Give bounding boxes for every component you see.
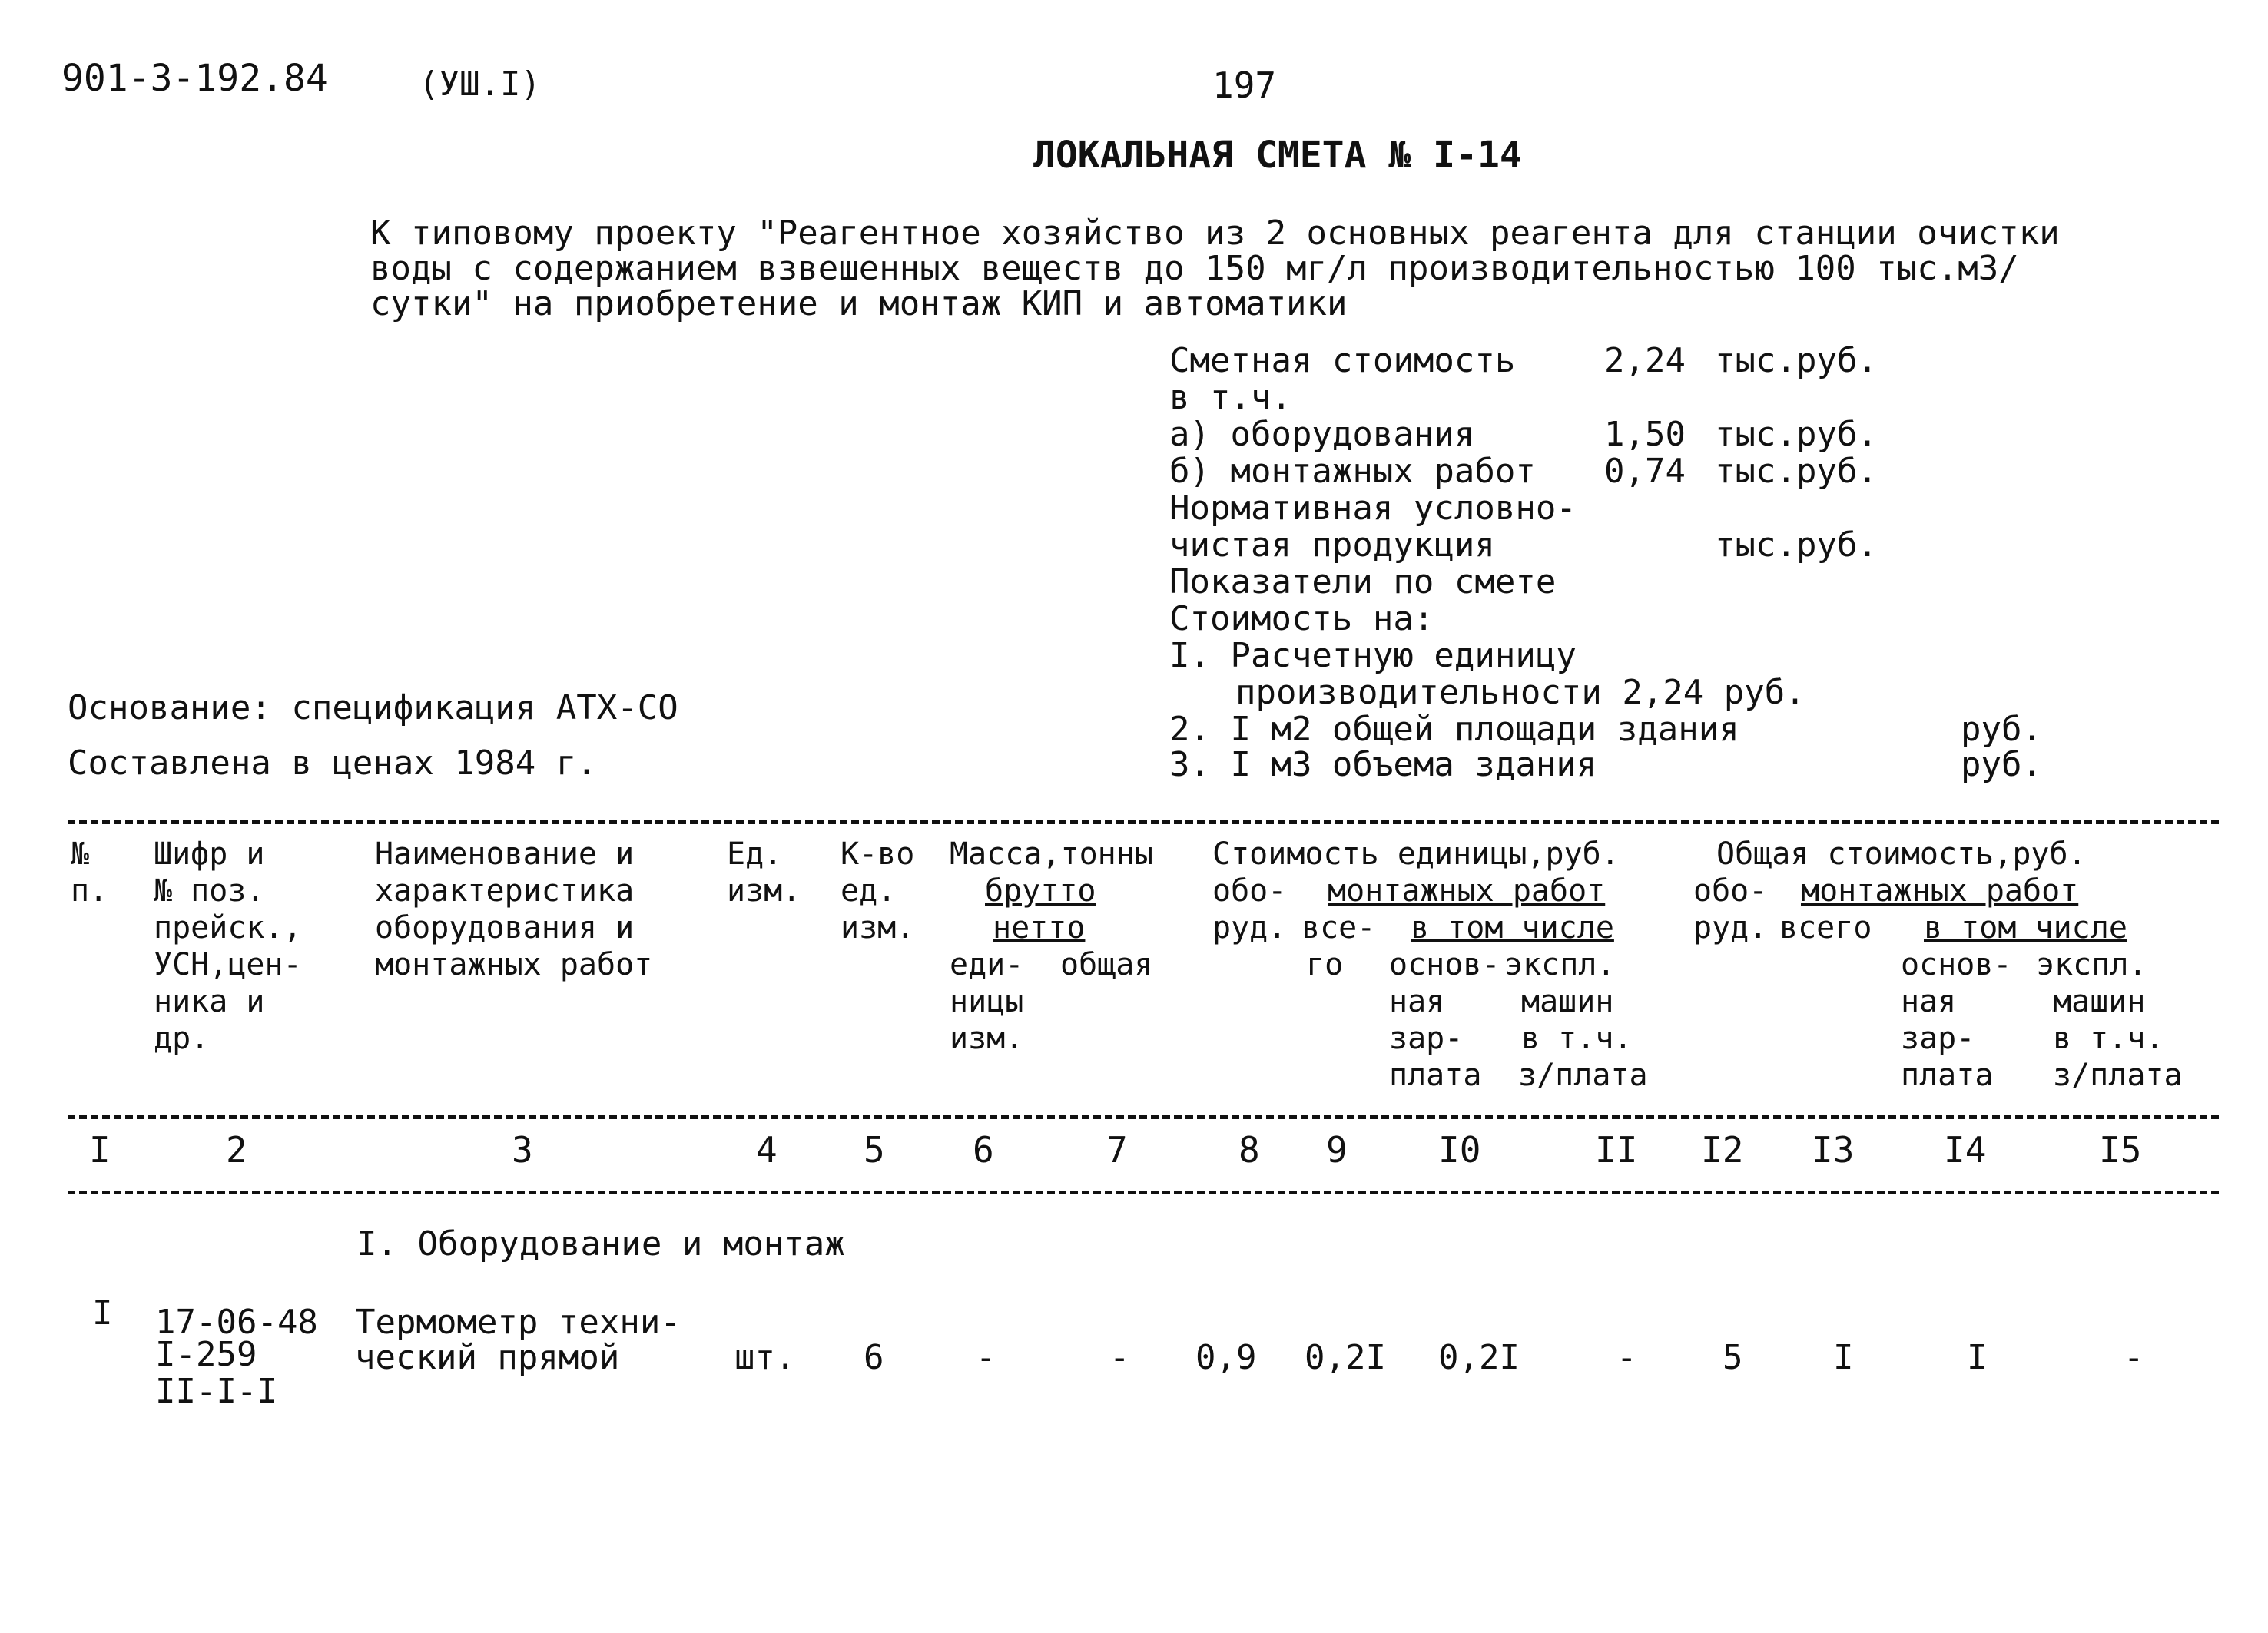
intro-line: К типовому проекту "Реагентное хозяйство из 2 основных реагента для станции очистки xyxy=(370,214,2060,253)
row-unit-install-cost: 0,2I xyxy=(1305,1338,1386,1377)
row-code: 17-06-48 xyxy=(155,1303,318,1342)
header-mass-unit: ницы xyxy=(950,984,1024,1019)
column-number: 4 xyxy=(756,1129,778,1171)
header-mass-netto: нетто xyxy=(993,910,1086,946)
column-number: 5 xyxy=(864,1129,885,1171)
header-total-all: всего xyxy=(1779,910,1872,946)
header-col-unit: Ед. xyxy=(727,836,783,872)
header-unit-base: ная xyxy=(1389,984,1445,1019)
header-unit-install: монтажных работ xyxy=(1328,873,1606,909)
cost-per-label: Стоимость на: xyxy=(1169,599,1434,638)
row-code: II-I-I xyxy=(155,1372,277,1411)
document-title: ЛОКАЛЬНАЯ СМЕТА № I-14 xyxy=(1033,134,1522,177)
row-qty: 6 xyxy=(864,1338,884,1377)
row-total-base-wage: I xyxy=(1967,1338,1988,1377)
header-total-base: основ- xyxy=(1901,947,2012,982)
header-unit-cost: Стоимость единицы,руб. xyxy=(1212,836,1620,872)
header-unit-mach: з/плата xyxy=(1518,1058,1648,1093)
indicator-item-1: I. Расчетную единицу xyxy=(1169,636,1577,675)
normative-unit: тыс.руб. xyxy=(1715,525,1878,565)
row-name: ческий прямой xyxy=(355,1338,620,1377)
header-mass-total: общая xyxy=(1060,947,1153,982)
equipment-value: 1,50 xyxy=(1604,415,1686,454)
header-col-unit: изм. xyxy=(727,873,801,909)
header-total-base: зар- xyxy=(1901,1021,1975,1056)
header-unit-equip: обо- xyxy=(1212,873,1287,909)
column-number: I3 xyxy=(1812,1129,1855,1171)
header-total-mach: машин xyxy=(2053,984,2146,1019)
row-unit-base-wage: 0,2I xyxy=(1438,1338,1520,1377)
row-unit: шт. xyxy=(734,1338,796,1377)
table-top-rule xyxy=(68,820,2219,824)
indicators-label: Показатели по смете xyxy=(1169,562,1557,601)
header-unit-base: плата xyxy=(1389,1058,1482,1093)
header-unit-base: зар- xyxy=(1389,1021,1464,1056)
row-code: I-259 xyxy=(155,1335,257,1374)
header-total-equip: обо- xyxy=(1693,873,1768,909)
normative-label: чистая продукция xyxy=(1169,525,1495,565)
header-col-name: характеристика xyxy=(375,873,635,909)
indicator-item-2-unit: руб. xyxy=(1961,710,2042,749)
intro-line: воды с содержанием взвешенных веществ до 150 мг/л производительностью 100 тыс.м3/ xyxy=(370,249,2019,288)
header-unit-incl: в том числе xyxy=(1411,910,1614,946)
header-col-name: оборудования и xyxy=(375,910,635,946)
column-number: 6 xyxy=(973,1129,994,1171)
equipment-unit: тыс.руб. xyxy=(1715,415,1878,454)
header-col-name: монтажных работ xyxy=(375,947,653,982)
row-name: Термометр техни- xyxy=(355,1303,681,1342)
normative-label: Нормативная условно- xyxy=(1169,489,1577,528)
header-unit-mach: машин xyxy=(1521,984,1614,1019)
header-mass-unit: изм. xyxy=(950,1021,1024,1056)
cost-label: Сметная стоимость xyxy=(1169,341,1516,380)
header-total-install: монтажных работ xyxy=(1801,873,2079,909)
indicator-item-1-value: производительности 2,24 руб. xyxy=(1235,673,1805,712)
header-unit-all: го xyxy=(1306,947,1344,982)
header-total-mach: в т.ч. xyxy=(2053,1021,2164,1056)
column-number: I0 xyxy=(1438,1129,1481,1171)
header-unit-base: основ- xyxy=(1389,947,1500,982)
header-total-base: ная xyxy=(1901,984,1957,1019)
header-total-equip: руд. xyxy=(1693,910,1768,946)
header-col-num: № xyxy=(71,836,90,872)
column-number: 7 xyxy=(1106,1129,1128,1171)
header-rule xyxy=(68,1115,2219,1119)
section-title: I. Оборудование и монтаж xyxy=(356,1224,845,1264)
header-total-base: плата xyxy=(1901,1058,1994,1093)
row-unit-machines: - xyxy=(1616,1338,1637,1377)
header-total-mach: экспл. xyxy=(2036,947,2147,982)
document-code: 901-3-192.84 xyxy=(61,57,328,100)
row-unit-equip-cost: 0,9 xyxy=(1195,1338,1257,1377)
header-unit-equip: руд. xyxy=(1212,910,1287,946)
column-number: 3 xyxy=(512,1129,533,1171)
row-total-machines: - xyxy=(2124,1338,2144,1377)
header-unit-all: все- xyxy=(1301,910,1376,946)
header-mass: Масса,тонны xyxy=(950,836,1153,872)
intro-line: сутки" на приобретение и монтаж КИП и автоматики xyxy=(370,284,1348,323)
column-number-rule xyxy=(68,1191,2219,1194)
column-number: I4 xyxy=(1944,1129,1987,1171)
equipment-label: а) оборудования xyxy=(1169,415,1475,454)
column-number: I2 xyxy=(1701,1129,1744,1171)
row-total-install-cost: I xyxy=(1833,1338,1854,1377)
header-mass-unit: еди- xyxy=(950,947,1024,982)
page-number: 197 xyxy=(1212,65,1277,106)
install-label: б) монтажных работ xyxy=(1169,452,1536,491)
header-unit-mach: экспл. xyxy=(1504,947,1616,982)
column-number: 8 xyxy=(1238,1129,1260,1171)
header-col-code: УСН,цен- xyxy=(154,947,302,982)
header-total-mach: з/плата xyxy=(2053,1058,2183,1093)
column-number: II xyxy=(1595,1129,1638,1171)
header-col-num: п. xyxy=(71,873,108,909)
cost-unit: тыс.руб. xyxy=(1715,341,1878,380)
row-total-equip-cost: 5 xyxy=(1723,1338,1743,1377)
incl-label: в т.ч. xyxy=(1169,378,1292,417)
header-col-code: Шифр и xyxy=(154,836,265,872)
indicator-item-3-unit: руб. xyxy=(1961,745,2042,784)
section-code: (УШ.I) xyxy=(419,65,541,104)
row-number: I xyxy=(92,1293,113,1333)
header-col-qty: изм. xyxy=(841,910,915,946)
column-number: 9 xyxy=(1326,1129,1348,1171)
column-number: 2 xyxy=(226,1129,247,1171)
header-total-cost: Общая стоимость,руб. xyxy=(1716,836,2087,872)
row-mass-total: - xyxy=(1109,1338,1130,1377)
row-mass-unit: - xyxy=(976,1338,996,1377)
header-col-name: Наименование и xyxy=(375,836,635,872)
install-value: 0,74 xyxy=(1604,452,1686,491)
header-total-incl: в том числе xyxy=(1924,910,2127,946)
install-unit: тыс.руб. xyxy=(1715,452,1878,491)
header-col-qty: ед. xyxy=(841,873,897,909)
indicator-item-2: 2. I м2 общей площади здания xyxy=(1169,710,1739,749)
header-unit-mach: в т.ч. xyxy=(1521,1021,1633,1056)
basis-text: Основание: спецификация АТХ-СО xyxy=(68,688,678,727)
header-col-code: ника и xyxy=(154,984,265,1019)
column-number: I xyxy=(89,1129,111,1171)
prices-text: Составлена в ценах 1984 г. xyxy=(68,744,597,783)
column-number: I5 xyxy=(2099,1129,2142,1171)
header-col-code: № поз. xyxy=(154,873,265,909)
header-mass-brutto: брутто xyxy=(985,873,1096,909)
header-col-qty: К-во xyxy=(841,836,915,872)
header-col-code: прейск., xyxy=(154,910,302,946)
cost-value: 2,24 xyxy=(1604,341,1686,380)
indicator-item-3: 3. I м3 объема здания xyxy=(1169,745,1597,784)
header-col-code: др. xyxy=(154,1021,210,1056)
